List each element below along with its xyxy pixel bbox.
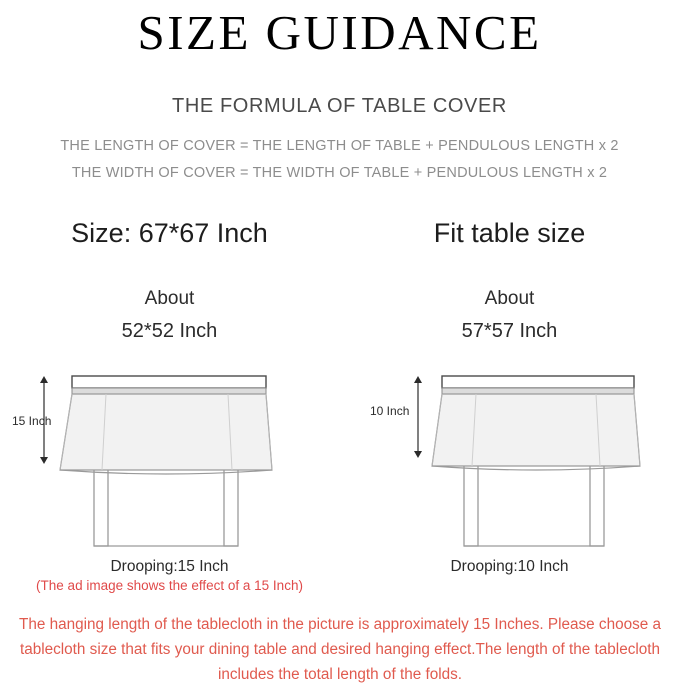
- column-heading-right: Fit table size: [433, 218, 586, 248]
- column-heading-left: Size: 67*67 Inch: [71, 218, 268, 248]
- ad-image-note: (The ad image shows the effect of a 15 Inch): [36, 578, 303, 593]
- bottom-note: The hanging length of the tablecloth in the picture is approximately 15 Inches. Please choose a tablecloth size that fits your dining table and desired hanging effect.The length of the tablecloth includes the total length of the folds.: [18, 616, 662, 683]
- formula-heading: THE FORMULA OF TABLE COVER: [172, 95, 507, 117]
- about-label-right: About: [484, 288, 535, 309]
- column-fit-table-size: [340, 210, 679, 590]
- drooping-label-left: Drooping:15 Inch: [110, 558, 229, 575]
- formula-length-line: THE LENGTH OF COVER = THE LENGTH OF TABLE + PENDULOUS LENGTH x 2: [60, 138, 619, 154]
- formula-width-line: THE WIDTH OF COVER = THE WIDTH OF TABLE + PENDULOUS LENGTH x 2: [71, 165, 608, 181]
- table-illustration-left: [10, 358, 330, 558]
- page-title: SIZE GUIDANCE: [137, 5, 542, 60]
- about-label-left: About: [144, 288, 195, 309]
- drooping-label-right: Drooping:10 Inch: [450, 558, 569, 575]
- drop-dimension-left-text: 15 Inch: [12, 414, 52, 428]
- column-cover-size: [0, 210, 339, 590]
- about-size-left: 52*52 Inch: [121, 320, 218, 342]
- about-size-right: 57*57 Inch: [461, 320, 558, 342]
- table-illustration-right: [350, 358, 670, 558]
- drop-dimension-right-text: 10 Inch: [370, 404, 410, 418]
